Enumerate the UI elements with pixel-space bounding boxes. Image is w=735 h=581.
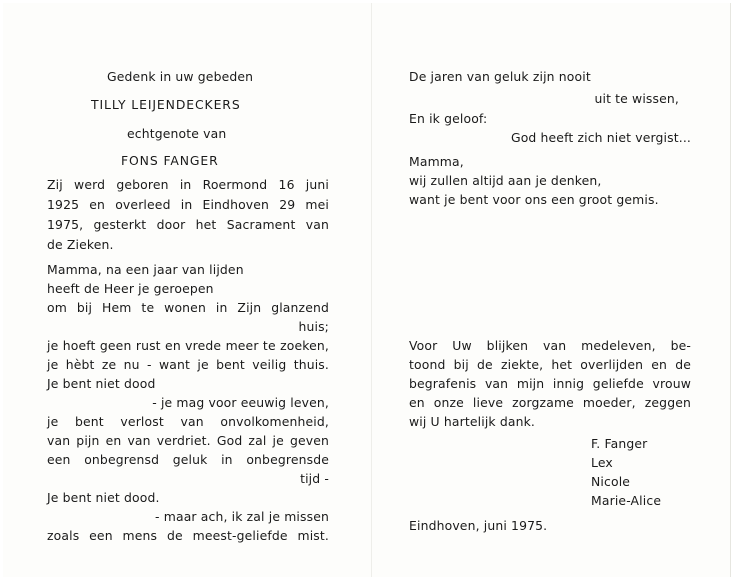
poem-line: Je bent niet dood	[47, 376, 156, 391]
verse-line: God heeft zich niet vergist...	[510, 130, 691, 145]
poem-line: van pijn en van verdriet. God zal je geven	[47, 433, 329, 448]
thanks-line: Voor Uw blijken van medeleven, be-	[409, 338, 691, 353]
thanks-line: en onze lieve zorgzame moeder, zeggen	[409, 395, 691, 410]
poem-line: huis;	[298, 319, 329, 334]
verse-line: De jaren van geluk zijn nooit	[409, 69, 591, 84]
poem-line: je hoeft geen rust en vrede meer te zoeken,	[47, 338, 329, 353]
intro-line: Gedenk in uw gebeden	[107, 69, 254, 84]
signatory: F. Fanger	[591, 436, 648, 451]
signatory: Lex	[591, 455, 613, 470]
thanks-line: wij U hartelijk dank.	[409, 414, 536, 429]
verse-line: En ik geloof:	[409, 111, 488, 126]
poem-line: Mamma, na een jaar van lijden	[47, 262, 244, 277]
deceased-name: TILLY LEIJENDECKERS	[91, 97, 241, 112]
poem-line: een onbegrensd geluk in onbegrensde	[47, 452, 329, 467]
spouse-label: echtgenote van	[127, 126, 227, 141]
poem-line: zoals een mens de meest-geliefde mist.	[47, 528, 329, 543]
spouse-name: FONS FANGER	[121, 153, 219, 168]
signatory: Nicole	[591, 474, 631, 489]
verse-line: uit te wissen,	[594, 91, 679, 106]
signatory: Marie-Alice	[591, 493, 662, 508]
thanks-line: toond bij de ziekte, het overlijden en de	[409, 357, 691, 372]
bio-line: 1925 en overleed in Eindhoven 29 mei	[47, 197, 329, 212]
place-date: Eindhoven, juni 1975.	[409, 518, 548, 533]
poem-line: je hèbt ze nu - want je bent veilig thuis.	[47, 357, 329, 372]
bio-line: de Zieken.	[47, 237, 114, 252]
thanks-line: begrafenis van mijn innig geliefde vrouw	[409, 376, 691, 391]
bio-line: Zij werd geboren in Roermond 16 juni	[47, 177, 329, 192]
poem-line: - maar ach, ik zal je missen	[155, 509, 329, 524]
fold-line	[371, 3, 372, 577]
mamma-line: want je bent voor ons een groot gemis.	[409, 192, 659, 207]
poem-line: om bij Hem te wonen in Zijn glanzend	[47, 300, 329, 315]
poem-line: Je bent niet dood.	[47, 490, 160, 505]
poem-line: heeft de Heer je geroepen	[47, 281, 214, 296]
memorial-card	[3, 3, 731, 577]
bio-line: 1975, gesterkt door het Sacrament van	[47, 217, 329, 232]
poem-line: - je mag voor eeuwig leven,	[152, 395, 329, 410]
mamma-line: Mamma,	[409, 154, 464, 169]
poem-line: je bent verlost van onvolkomenheid,	[47, 414, 329, 429]
poem-line: tijd -	[300, 471, 329, 486]
mamma-line: wij zullen altijd aan je denken,	[409, 173, 602, 188]
